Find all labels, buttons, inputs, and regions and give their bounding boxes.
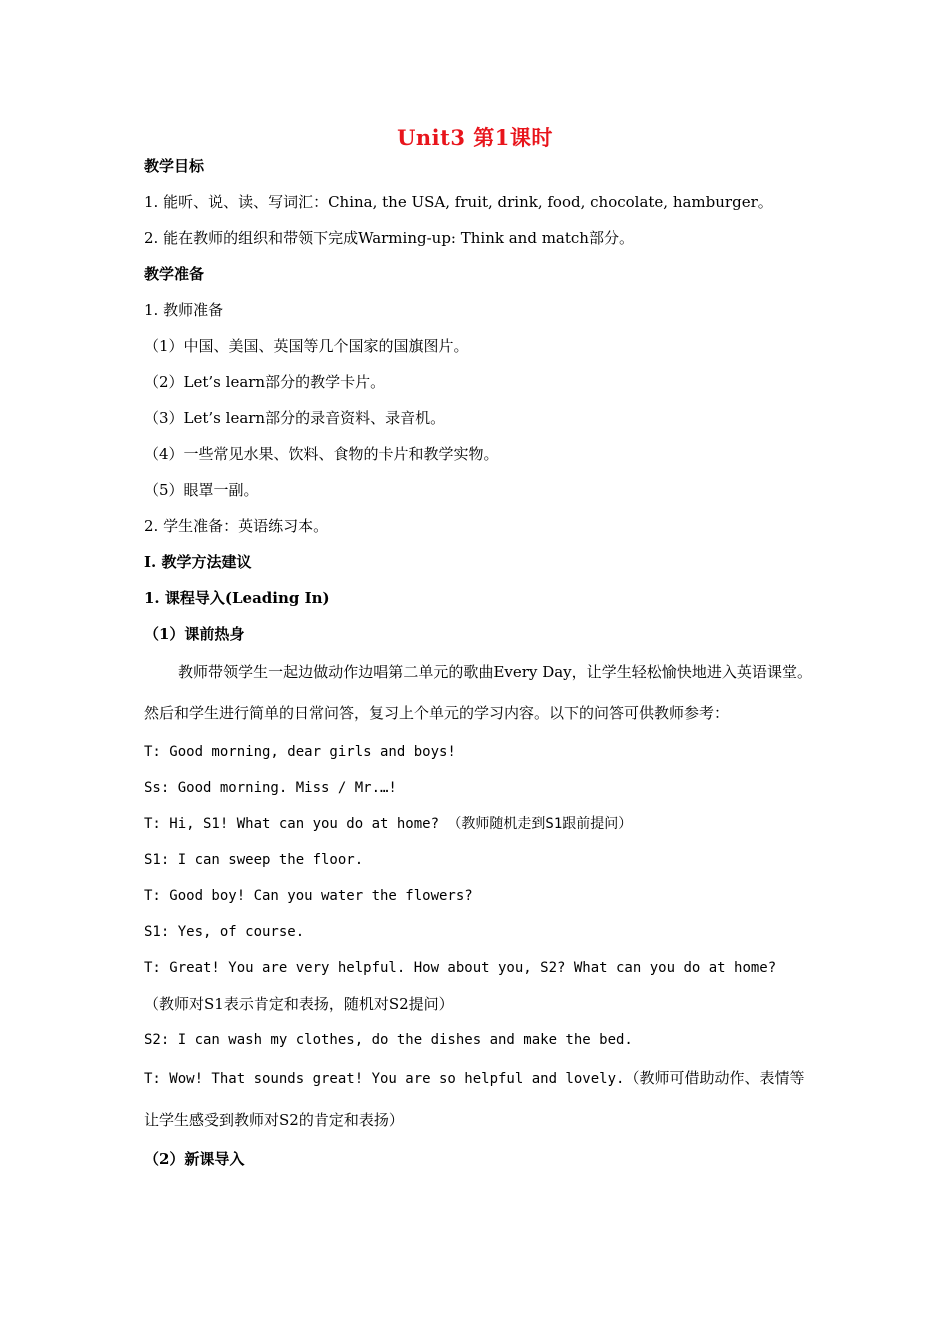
dialogue-note: （教师可借助动作、表情等让学生感受到教师对S2的肯定和表扬） <box>144 1069 805 1129</box>
dialogue-line: T: Great! You are very helpful. How about you, S2? What can you do at home? <box>144 960 777 976</box>
prep-teacher: 1. 教师准备 <box>144 301 224 319</box>
dialogue-line: S2: I can wash my clothes, do the dishes and make the bed. <box>144 1032 633 1048</box>
objectives-heading: 教学目标 <box>144 157 205 175</box>
prep-item: （4）一些常见水果、饮料、食物的卡片和教学实物。 <box>144 445 499 463</box>
preparation-heading: 教学准备 <box>144 265 205 283</box>
dialogue-note: （教师对S1表示肯定和表扬，随机对S2提问） <box>144 995 454 1013</box>
document-body <box>144 148 812 1177</box>
objective-item: 1. 能听、说、读、写词汇：China, the USA, fruit, drink, food, chocolate, hamburger。 <box>144 193 773 211</box>
dialogue-line: Ss: Good morning. Miss / Mr.…! <box>144 780 397 796</box>
new-lesson-heading: （2）新课导入 <box>144 1150 245 1168</box>
dialogue-line-wrapped <box>144 1058 812 1141</box>
dialogue-line: T: Good morning, dear girls and boys! <box>144 744 456 760</box>
prep-item: （3）Let’s learn部分的录音资料、录音机。 <box>144 409 446 427</box>
warmup-heading: （1）课前热身 <box>144 625 245 643</box>
dialogue-line: T: Good boy! Can you water the flowers? <box>144 888 473 904</box>
dialogue-line: T: Hi, S1! What can you do at home? （教师随机走到S1跟前提问） <box>144 816 633 832</box>
prep-item: （5）眼罩一副。 <box>144 481 259 499</box>
prep-item: （2）Let’s learn部分的教学卡片。 <box>144 373 386 391</box>
prep-item: （1）中国、美国、英国等几个国家的国旗图片。 <box>144 337 469 355</box>
objective-item: 2. 能在教师的组织和带领下完成Warming-up: Think and match部分。 <box>144 229 634 247</box>
leading-in-heading: 1. 课程导入(Leading In) <box>144 589 330 607</box>
dialogue-line: S1: I can sweep the floor. <box>144 852 364 868</box>
prep-student: 2. 学生准备：英语练习本。 <box>144 517 329 535</box>
warmup-paragraph: 教师带领学生一起边做动作边唱第二单元的歌曲Every Day，让学生轻松愉快地进入英语课堂。然后和学生进行简单的日常问答，复习上个单元的学习内容。以下的问答可供教师参考： <box>144 663 812 722</box>
page-title: Unit3 第1课时 <box>397 125 553 150</box>
dialogue-text: T: Wow! That sounds great! You are so helpful and lovely. <box>144 1071 625 1087</box>
method-heading: Ⅰ. 教学方法建议 <box>144 553 252 571</box>
dialogue-line: S1: Yes, of course. <box>144 924 305 940</box>
